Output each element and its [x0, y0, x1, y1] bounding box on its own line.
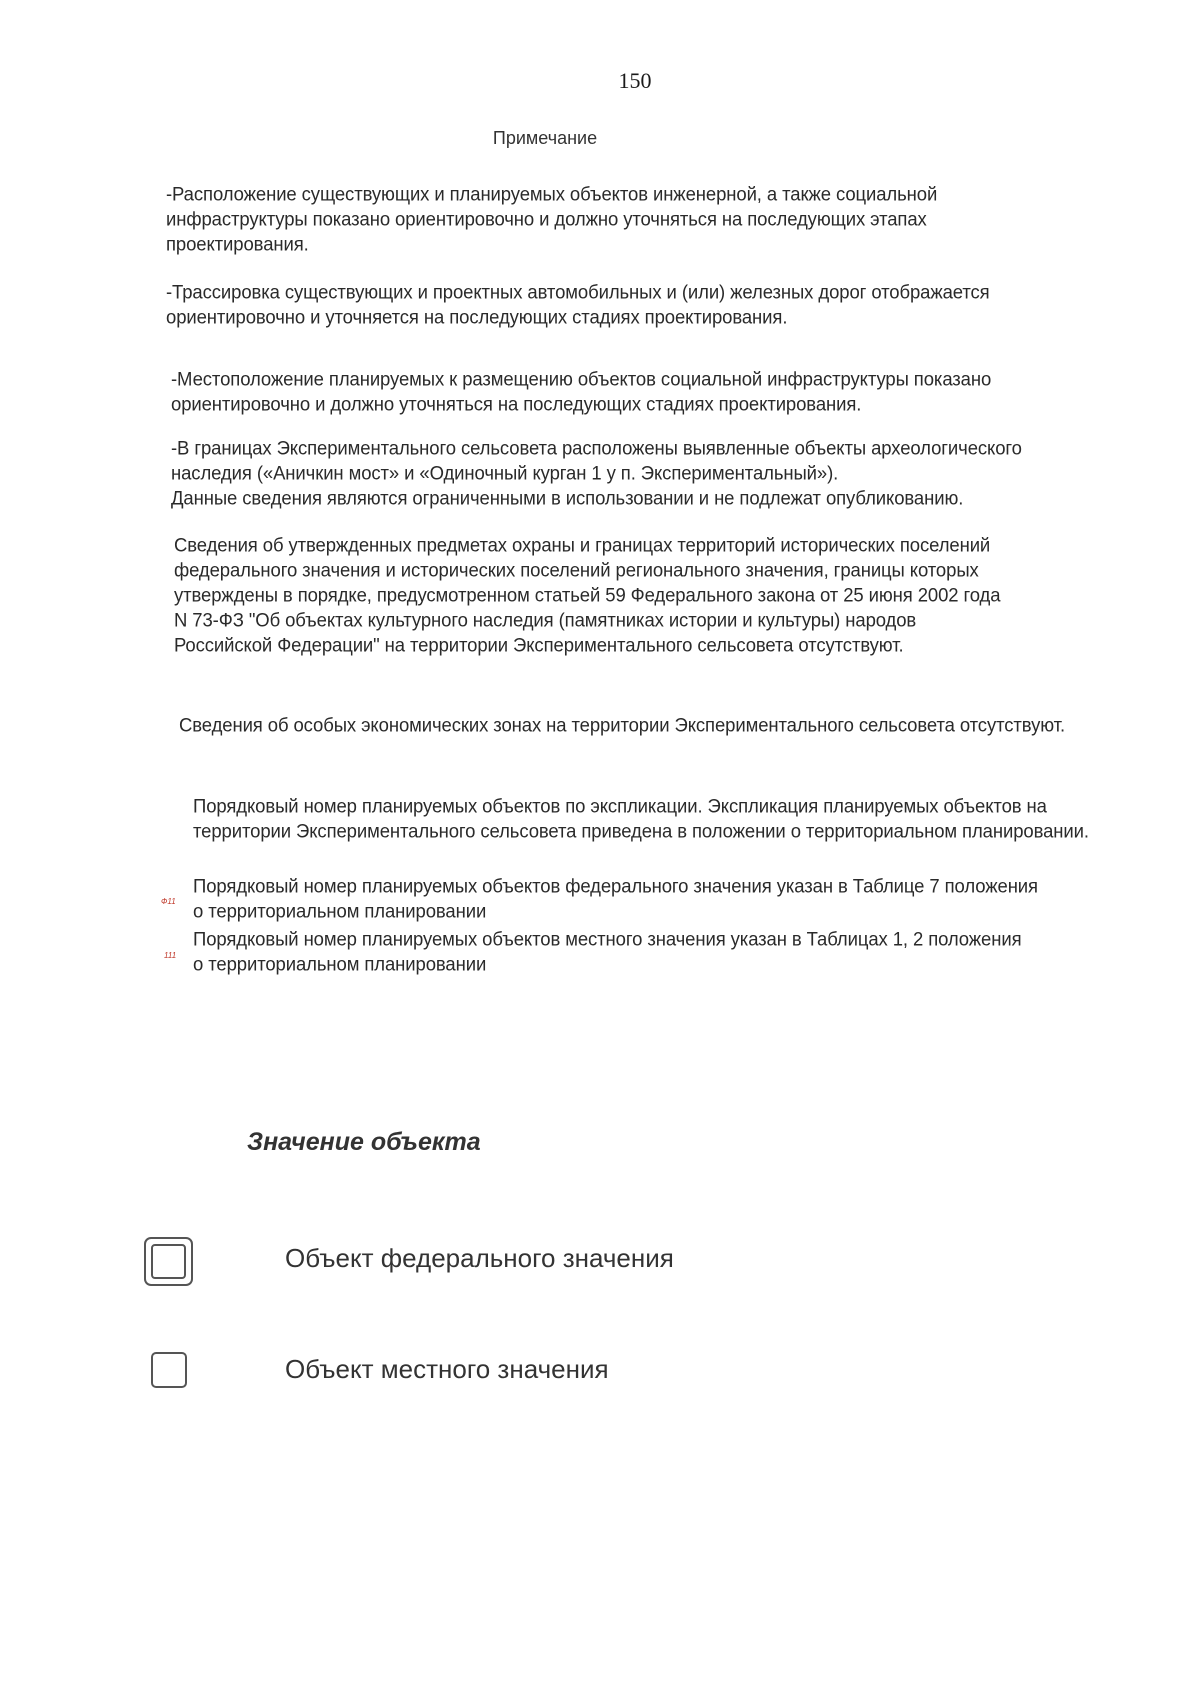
text-line: -Трассировка существующих и проектных автомобильных и (или) железных дорог отображается	[166, 281, 990, 303]
text-line: инфраструктуры показано ориентировочно и должно уточняться на последующих этапах	[166, 208, 927, 230]
federal-number-marker: Ф11	[161, 897, 176, 906]
note-paragraph-social	[171, 367, 991, 417]
text-line: -Расположение существующих и планируемых объектов инженерной, а также социальной	[166, 183, 938, 205]
text-line: -Местоположение планируемых к размещению объектов социальной инфраструктуры показано	[171, 368, 992, 390]
text-line: федерального значения и исторических поселений регионального значения, границы которых	[174, 559, 979, 581]
local-number-marker: 111	[164, 951, 177, 960]
page-number: 150	[618, 68, 652, 93]
text-line: Сведения об утвержденных предметах охраны и границах территорий исторических поселений	[174, 534, 991, 556]
text-line: Порядковый номер планируемых объектов местного значения указан в Таблицах 1, 2 положения	[193, 928, 1022, 950]
text-line: о территориальном планировании	[193, 900, 487, 922]
text-line: Сведения об особых экономических зонах на территории Экспериментального сельсовета отсутствуют.	[179, 714, 1065, 736]
note-paragraph-federal-number	[193, 874, 1038, 924]
note-paragraph-roads	[166, 280, 990, 330]
note-paragraph-local-number	[193, 927, 1022, 977]
text-line: -В границах Экспериментального сельсовета расположены выявленные объекты археологического	[171, 437, 1022, 459]
legend-title: Значение объекта	[247, 1128, 481, 1156]
text-line: территории Экспериментального сельсовета приведена в положении о территориальном планировании.	[193, 820, 1089, 842]
note-paragraph-location	[166, 182, 937, 257]
text-line: Российской Федерации" на территории Экспериментального сельсовета отсутствуют.	[174, 633, 904, 656]
text-line: утверждены в порядке, предусмотренном статьей 59 Федерального закона от 25 июня 2002 года	[174, 583, 1001, 606]
text-line: Данные сведения являются ограниченными в использовании и не подлежат опубликованию.	[171, 486, 964, 509]
text-line: ориентировочно и уточняется на последующих стадиях проектирования.	[166, 306, 788, 328]
note-paragraph-economic-zones	[179, 713, 1065, 738]
note-paragraph-explication	[193, 794, 1089, 844]
text-line: Порядковый номер планируемых объектов по экспликации. Экспликация планируемых объектов на	[193, 795, 1047, 817]
note-title: Примечание	[492, 128, 598, 148]
text-line: ориентировочно и должно уточняться на последующих стадиях проектирования.	[171, 393, 862, 415]
text-line: Порядковый номер планируемых объектов федерального значения указан в Таблице 7 положения	[193, 875, 1038, 897]
text-line: о территориальном планировании	[193, 953, 487, 975]
note-paragraph-archaeology	[171, 436, 1022, 511]
text-line: наследия («Аничкин мост» и «Одиночный курган 1 у п. Экспериментальный»).	[171, 462, 839, 484]
text-line: N 73-ФЗ "Об объектах культурного наследия (памятниках истории и культуры) народов	[174, 608, 917, 631]
note-paragraph-historic-settlements	[174, 533, 1000, 658]
text-line: проектирования.	[166, 232, 309, 255]
local-object-symbol-icon	[151, 1352, 187, 1388]
legend-label-local: Объект местного значения	[285, 1354, 609, 1384]
federal-object-symbol-icon	[144, 1237, 193, 1286]
legend-label-federal: Объект федерального значения	[285, 1243, 674, 1273]
